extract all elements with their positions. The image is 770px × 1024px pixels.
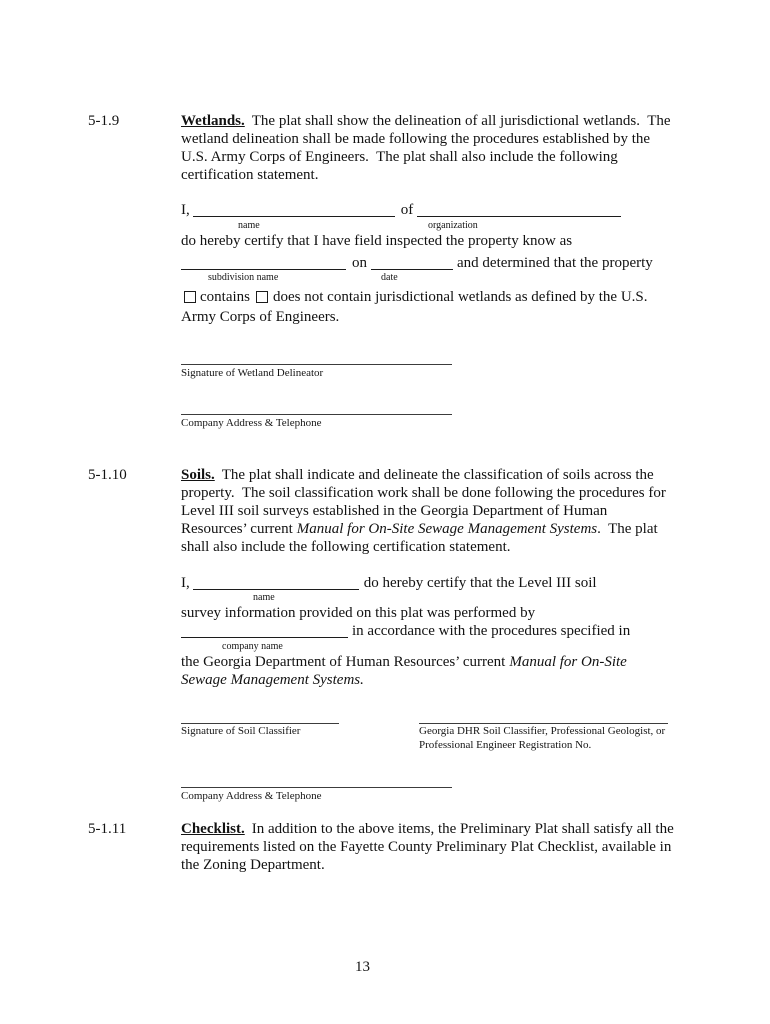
soil-classifier-name-blank xyxy=(193,574,359,590)
paragraph-text: wetland delineation shall be made following the procedures established by the xyxy=(181,131,651,147)
paragraph-line xyxy=(181,838,671,856)
section-heading: Wetlands. xyxy=(181,113,245,129)
certification-text: Army Corps of Engineers. xyxy=(181,309,340,325)
name-caption: name xyxy=(238,220,260,231)
certification-text: the Georgia Department of Human Resources’ current xyxy=(181,654,506,670)
contains-label: contains xyxy=(200,289,250,305)
subdivision-name-caption: subdivision name xyxy=(208,272,279,283)
subdivision-name-blank xyxy=(181,254,346,270)
certification-text: do hereby certify that the Level III soil xyxy=(363,575,597,591)
paragraph-line xyxy=(181,520,658,538)
paragraph-text: In addition to the above items, the Preliminary Plat shall satisfy all the xyxy=(251,821,674,837)
section-number: 5-1.9 xyxy=(88,113,120,129)
section-number: 5-1.11 xyxy=(88,821,127,837)
paragraph-line xyxy=(181,130,650,148)
company-address-line xyxy=(181,787,452,788)
date-blank xyxy=(371,254,453,270)
paragraph-line xyxy=(181,856,325,874)
registration-caption: Georgia DHR Soil Classifier, Professional Geologist, or xyxy=(419,725,666,737)
company-address-caption: Company Address & Telephone xyxy=(181,417,322,429)
company-name-caption: company name xyxy=(222,641,283,652)
paragraph-text: U.S. Army Corps of Engineers. The plat shall also include the following xyxy=(181,149,618,165)
paragraph-text: The plat shall show the delineation of all jurisdictional wetlands. The xyxy=(251,113,671,129)
does-not-contain-label: does not contain jurisdictional wetlands as defined by the U.S. xyxy=(273,289,648,305)
paragraph-line xyxy=(181,466,654,484)
certification-line xyxy=(181,671,364,689)
paragraph-line xyxy=(181,820,674,838)
signature-caption: Signature of Soil Classifier xyxy=(181,725,301,737)
certification-text: in accordance with the procedures specified in xyxy=(352,623,631,639)
paragraph-text: the Zoning Department. xyxy=(181,857,325,873)
contains-checkbox xyxy=(184,291,196,303)
paragraph-line xyxy=(181,484,666,502)
certification-subdivision-row xyxy=(181,254,653,272)
name-caption: name xyxy=(253,592,275,603)
paragraph-line xyxy=(181,502,607,520)
section-heading: Checklist. xyxy=(181,821,245,837)
on-label: on xyxy=(352,255,367,271)
paragraph-text: certification statement. xyxy=(181,167,319,183)
registration-caption: Professional Engineer Registration No. xyxy=(419,739,592,751)
certification-name-row xyxy=(181,574,597,592)
i-label: I, xyxy=(181,202,190,218)
manual-title: Manual for On-Site xyxy=(509,654,627,670)
i-label: I, xyxy=(181,575,190,591)
organization-caption: organization xyxy=(428,220,478,231)
delineator-signature-line xyxy=(181,364,452,365)
does-not-contain-checkbox xyxy=(256,291,268,303)
page-number: 13 xyxy=(355,959,370,975)
checkbox-row xyxy=(181,288,648,306)
certification-line xyxy=(181,232,572,250)
signature-caption: Signature of Wetland Delineator xyxy=(181,367,324,379)
paragraph-line xyxy=(181,148,618,166)
registration-number-line xyxy=(419,723,668,724)
paragraph-line xyxy=(181,166,318,184)
section-number: 5-1.10 xyxy=(88,467,127,483)
company-name-blank xyxy=(181,622,348,638)
company-address-line xyxy=(181,414,452,415)
certification-company-row xyxy=(181,622,630,640)
organization-blank xyxy=(417,201,621,217)
paragraph-text: The plat shall indicate and delineate the classification of soils across the xyxy=(221,467,654,483)
manual-title: Sewage Management Systems. xyxy=(181,672,364,688)
paragraph-text: . The plat xyxy=(597,521,658,537)
of-label: of xyxy=(400,202,414,218)
manual-title: Manual for On-Site Sewage Management Systems xyxy=(296,521,598,537)
paragraph-text: shall also include the following certification statement. xyxy=(181,539,511,555)
paragraph-text: requirements listed on the Fayette County Preliminary Plat Checklist, available in xyxy=(181,839,672,855)
section-heading: Soils. xyxy=(181,467,215,483)
paragraph-line xyxy=(181,112,671,130)
delineator-name-blank xyxy=(193,201,395,217)
certification-line xyxy=(181,604,535,622)
certification-text: do hereby certify that I have field inspected the property know as xyxy=(181,233,573,249)
certification-line xyxy=(181,308,339,326)
paragraph-text: Resources’ current xyxy=(181,521,293,537)
paragraph-text: property. The soil classification work shall be done following the procedures for xyxy=(181,485,666,501)
date-caption: date xyxy=(381,272,398,283)
paragraph-text: Level III soil surveys established in the Georgia Department of Human xyxy=(181,503,608,519)
certification-text: and determined that the property xyxy=(457,255,653,271)
certification-name-row xyxy=(181,201,621,219)
certification-line xyxy=(181,653,627,671)
paragraph-line xyxy=(181,538,511,556)
certification-text: survey information provided on this plat was performed by xyxy=(181,605,536,621)
company-address-caption: Company Address & Telephone xyxy=(181,790,322,802)
soil-classifier-signature-line xyxy=(181,723,339,724)
